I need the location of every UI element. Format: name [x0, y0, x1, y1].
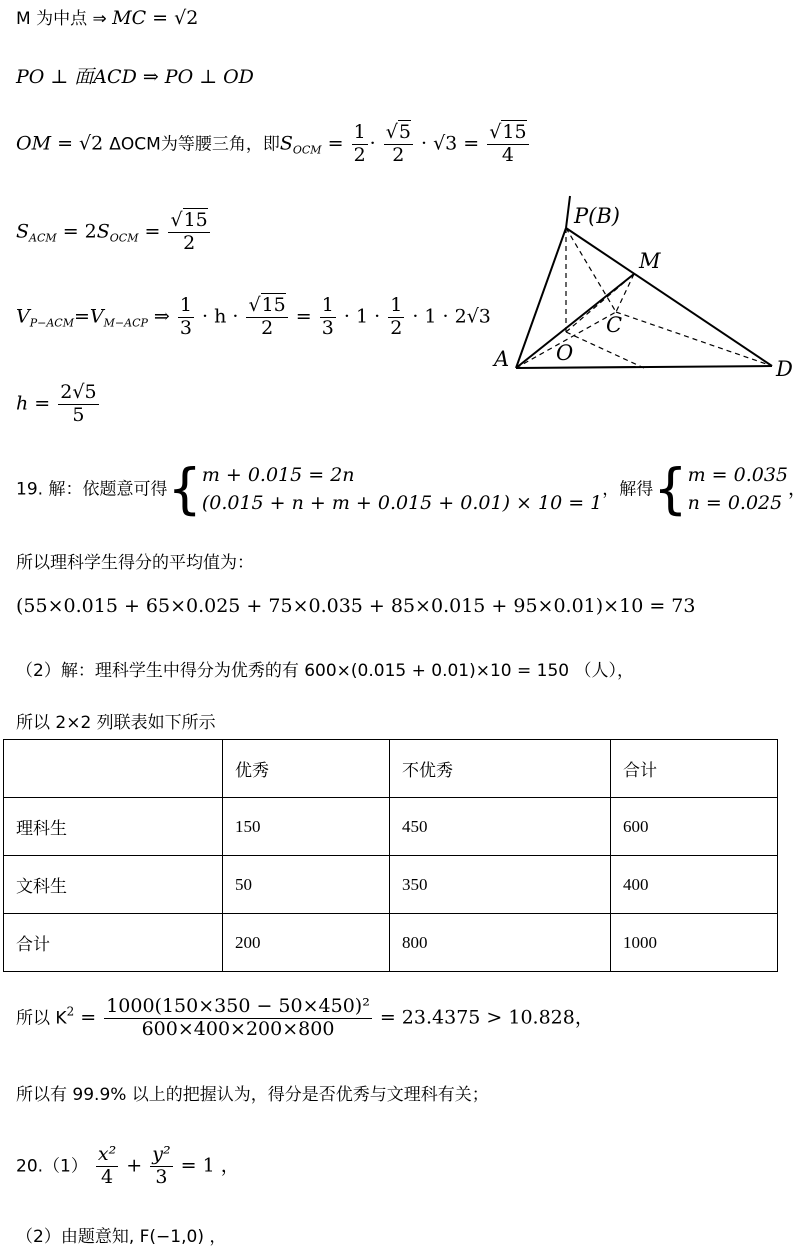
text: V: [89, 305, 104, 328]
text: = √2: [51, 132, 110, 155]
pyramid-figure: [494, 196, 794, 381]
text: 19. 解：依题意可得: [16, 479, 168, 500]
table-cell: 1000: [611, 914, 778, 972]
text: · h ·: [195, 305, 245, 328]
label-p: P(B): [574, 204, 620, 228]
text: h: [16, 392, 29, 415]
table-cell: 理科生: [4, 798, 223, 856]
equation: m + 0.015 = 2n: [201, 464, 355, 486]
k2-formula: [16, 996, 594, 1041]
text: +: [120, 1154, 149, 1177]
label-o: O: [556, 341, 574, 365]
table-cell: 不优秀: [390, 740, 611, 798]
line-volume: [16, 295, 491, 340]
brace-icon: {: [653, 457, 688, 521]
text: S: [279, 132, 293, 155]
mean-expression: (55×0.015 + 65×0.025 + 75×0.035 + 85×0.015 + 95×0.01)×10 = 73: [16, 595, 696, 617]
line-h: [16, 382, 101, 427]
line-om: OM = √2 ΔOCM为等腰三角，即$S_{OCM}$ = $\frac{1}{2}$ · $\frac{√5}{2}$ · √3 = $\frac{√15}{4}$: [16, 121, 527, 166]
fraction: $\frac{1}{3}$: [179, 294, 192, 339]
q19-system: [16, 457, 807, 521]
text: = 23.4375 > 10.828，: [373, 1006, 594, 1029]
text: 所以 K: [16, 1008, 67, 1029]
table-cell: 50: [223, 856, 390, 914]
q20-part2: （2）由题意知, F(−1,0) ，: [16, 1227, 227, 1247]
text: =: [74, 1006, 103, 1029]
text: ，: [788, 477, 807, 500]
contingency-table: [3, 739, 778, 972]
table-cell: 400: [611, 856, 778, 914]
text: ΔOCM为等腰三角，即: [109, 134, 280, 155]
label-d: D: [776, 357, 793, 381]
table-cell: 450: [390, 798, 611, 856]
label-c: C: [606, 313, 623, 337]
solution-system: [688, 462, 788, 517]
table-cell: 600: [611, 798, 778, 856]
text: S: [16, 220, 30, 243]
text: OM: [16, 132, 52, 155]
equation: m = 0.035: [687, 464, 789, 486]
conclusion: 所以有 99.9% 以上的把握认为，得分是否优秀与文理科有关；: [16, 1085, 489, 1105]
table-header-row: [4, 740, 778, 798]
fraction: $\frac{√5}{2}$: [385, 121, 411, 166]
table-cell: 优秀: [223, 740, 390, 798]
text: M 为中点 ⇒: [16, 9, 113, 29]
label-a: A: [494, 347, 510, 371]
fraction: $\frac{1}{3}$: [321, 294, 334, 339]
subscript: M−ACP: [103, 316, 148, 330]
text: = √2: [146, 7, 199, 29]
text: =: [289, 305, 318, 328]
text: = 2: [56, 220, 97, 243]
table-cell: [4, 740, 223, 798]
table-cell: 文科生: [4, 856, 223, 914]
text: =: [321, 132, 350, 155]
dash-pc: [566, 228, 616, 312]
dash-om: [566, 274, 634, 332]
subscript: OCM: [292, 143, 322, 157]
table-cell: 350: [390, 856, 611, 914]
mean-label: 所以理科学生得分的平均值为：: [16, 553, 254, 573]
text: · 1 ·: [337, 305, 387, 328]
fraction: $\frac{\text{x²}}{4}$: [97, 1143, 117, 1188]
equation: (0.015 + n + m + 0.015 + 0.01) × 10 = 1: [201, 491, 603, 514]
text: ⇒: [147, 305, 176, 328]
table-cell: 150: [223, 798, 390, 856]
subscript: OCM: [109, 231, 139, 245]
fraction: $\frac{2√5}{5}$: [60, 381, 97, 426]
dash-cd: [616, 312, 772, 366]
table-cell: 200: [223, 914, 390, 972]
table-row: [4, 798, 778, 856]
text: · √3 =: [414, 132, 486, 155]
equation: n = 0.025: [687, 491, 783, 514]
line-area: [16, 210, 212, 255]
table-cell: 合计: [611, 740, 778, 798]
table-row: [4, 914, 778, 972]
table-cell: 800: [390, 914, 611, 972]
table-intro: 所以 2×2 列联表如下所示: [16, 713, 216, 733]
dash-mc: [616, 274, 634, 312]
fraction: $\frac{\text{1000(150×350 − 50×450)²}}{600\times 400\times 200\times 800}$: [106, 995, 370, 1040]
text: S: [96, 220, 110, 243]
text: =: [28, 392, 57, 415]
q20-ellipse: [16, 1144, 240, 1189]
table-row: [4, 856, 778, 914]
text: 20.（1）: [16, 1156, 88, 1177]
text: V: [16, 305, 30, 328]
text: · 1 · 2√3: [406, 305, 491, 328]
fraction: $\frac{1}{2}$: [353, 121, 366, 166]
dash-od: [566, 332, 644, 368]
line-midpoint: [16, 4, 198, 29]
text: =: [73, 305, 90, 328]
text: ，解得: [602, 479, 654, 500]
brace-icon: {: [167, 457, 202, 521]
table-cell: 合计: [4, 914, 223, 972]
fraction: $\frac{√15}{4}$: [489, 121, 527, 166]
line-perpendicular: PO ⊥ 面ACD ⇒ PO ⊥ OD: [16, 66, 254, 88]
edge-top: [566, 196, 570, 228]
edge-pd: [566, 228, 772, 366]
superscript: 2: [66, 1004, 75, 1019]
text: =: [138, 220, 167, 243]
subscript: ACM: [29, 231, 57, 245]
fraction: $\frac{1}{2}$: [390, 294, 403, 339]
fraction: $\frac{\text{y²}}{3}$: [152, 1143, 171, 1188]
equation-system: [202, 462, 602, 517]
part2-text: （2）解：理科学生中得分为优秀的有 600×(0.015 + 0.01)×10 = 150 （人），: [16, 661, 635, 681]
text: = 1 ，: [174, 1154, 240, 1177]
label-m: M: [639, 249, 661, 273]
fraction: $\frac{√15}{2}$: [248, 294, 286, 339]
text: MC: [112, 7, 147, 29]
fraction: $\frac{√15}{2}$: [170, 209, 208, 254]
subscript: P−ACM: [29, 316, 74, 330]
